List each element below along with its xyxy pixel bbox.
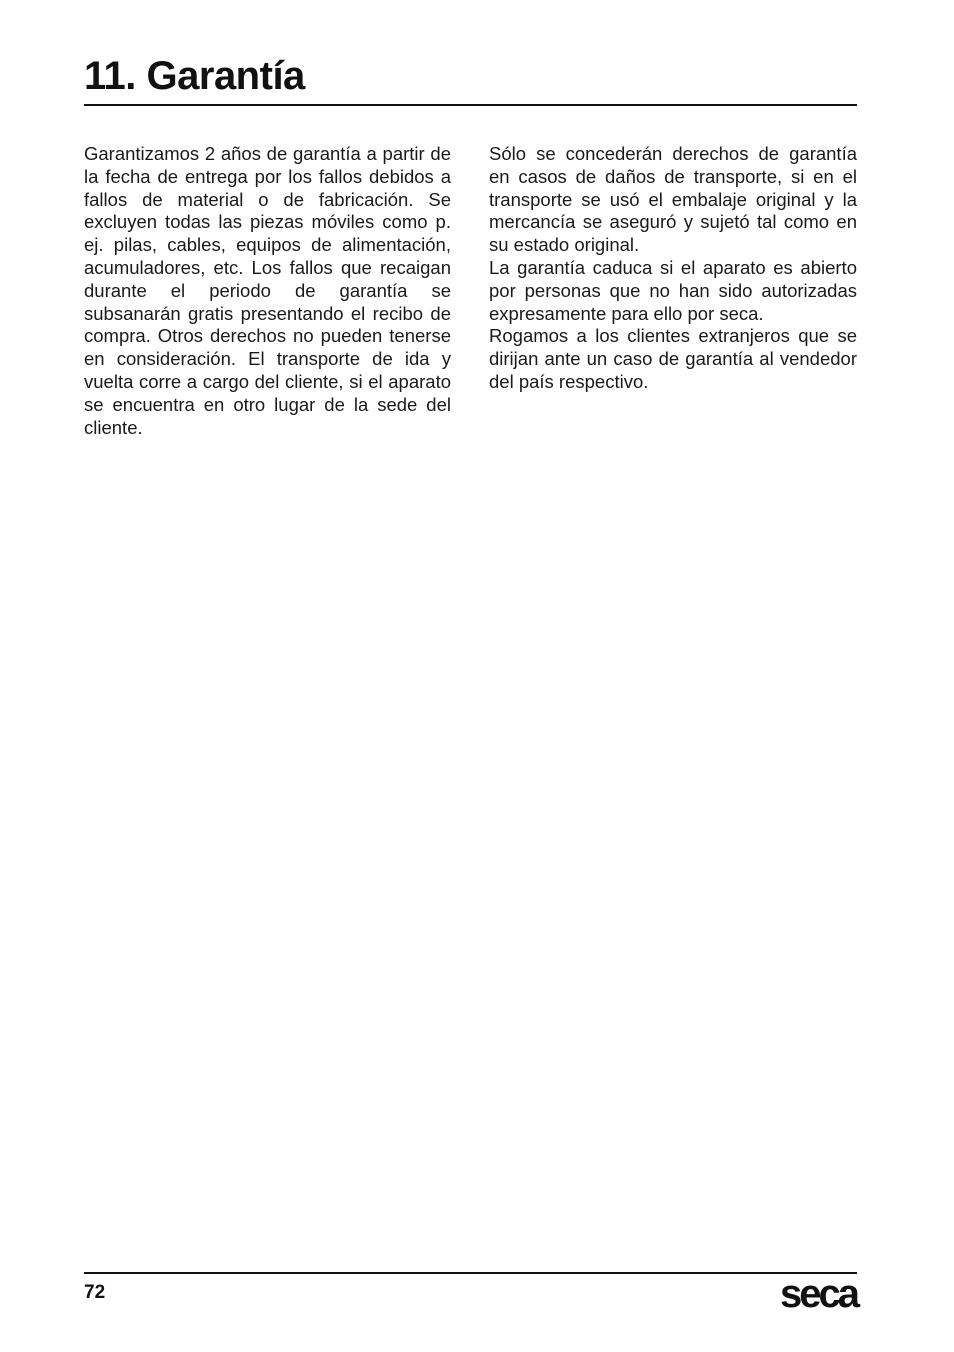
page-number: 72 [84,1282,106,1303]
right-column [489,143,857,394]
paragraph-foreign-customers: Rogamos a los clientes extranjeros que se dirijan ante un caso de garantía al vendedor del país respectivo. [489,325,857,392]
footer-divider [84,1272,857,1274]
page-title: 11. Garantía [84,54,305,98]
seca-logo: seca [780,1272,857,1316]
paragraph-warranty-void: La garantía caduca si el aparato es abierto por personas que no han sido autorizadas expresamente para ello por seca. [489,256,857,324]
left-column [84,143,451,439]
title-divider [84,104,857,106]
paragraph-warranty-terms: Garantizamos 2 años de garantía a partir de la fecha de entrega por los fallos debidos a fallos de material o de fabricación. Se excluyen todas las piezas móviles como p. ej. pilas, cables, equipos de alimentación, acumuladores, etc. Los fallos que recaigan durante el periodo de garantía se subsanarán gratis presentando el recibo de compra. Otros derechos no pueden tenerse en consideración. El transporte de ida y vuelta corre a cargo del cliente, si el aparato se encuentra en otro lugar de la sede del cliente. [84,143,451,438]
paragraph-transport-damage: Sólo se concederán derechos de garantía en casos de daños de transporte, si en el transporte se usó el embalaje original y la mercancía se aseguró y sujetó tal como en su estado original. [489,143,857,256]
